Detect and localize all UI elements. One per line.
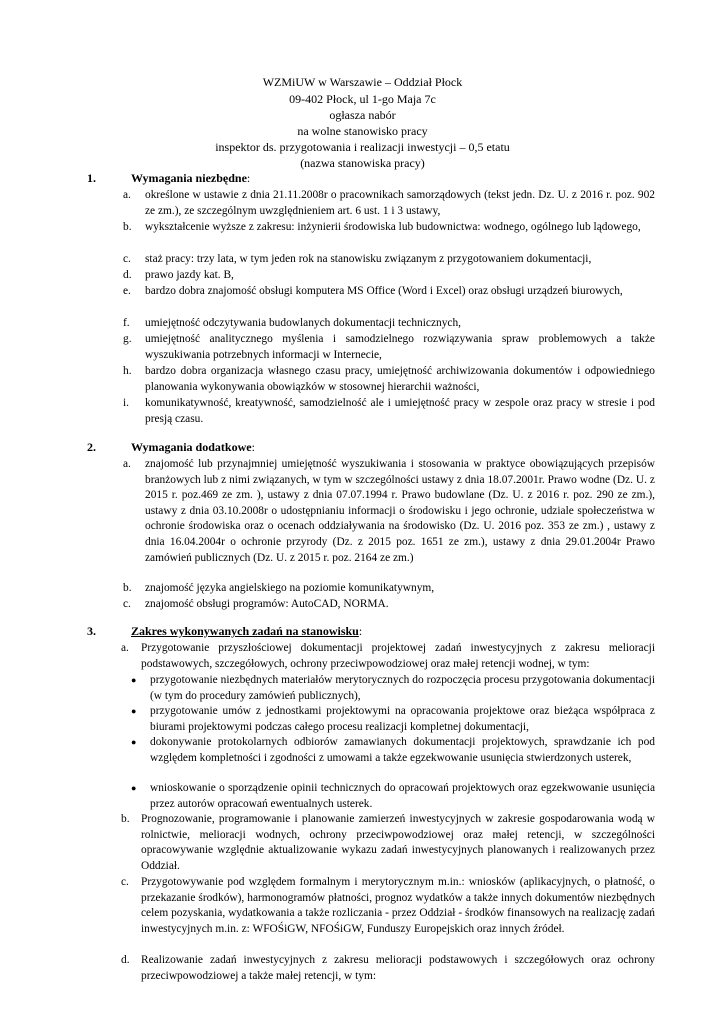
item-text: staż pracy: trzy lata, w tym jeden rok na stanowisku związanym z przygotowaniem dokumentacji, (145, 253, 592, 265)
bullet-item (131, 735, 655, 766)
item-label: h. (123, 365, 132, 377)
list-item (123, 457, 655, 566)
item-text: Przygotowanie przyszłościowej dokumentacji projektowej zadań inwestycyjnych z zakresu melioracji podstawowych, szczegółowych, ochrony przeciwpowodziowej oraz małej retencji wodnej, w tym: (141, 642, 655, 670)
section-title-suffix: : (251, 440, 255, 454)
section-number: 2. (87, 440, 96, 454)
item-label: c. (123, 598, 131, 610)
section-1-heading (87, 171, 251, 186)
bullet-icon: ● (131, 675, 137, 685)
bullet-text: przygotowanie umów z jednostkami projektowymi na opracowania projektowe oraz bieżąca współpraca z biurami projektowymi podczas całego procesu realizacji kompletnej dokumentacji, (150, 705, 655, 733)
section-number: 3. (87, 624, 96, 638)
item-label: g. (123, 333, 132, 345)
item-text: komunikatywność, kreatywność, samodzielność ale i umiejętność pracy w zespole oraz pracy w stresie i pod presją czasu. (145, 397, 655, 425)
item-label: a. (123, 189, 131, 201)
item-text: znajomość lub przynajmniej umiejętność wyszukiwania i stosowania w praktyce obowiązujących przepisów branżowych lub z nimi związanych, w tym w szczególności ustawy z dnia 18.07.2001r. Prawo wodne (Dz. U. z 2015 r. poz.469 ze zm. ), ustawy z dnia 07.07.1994 r. Prawo budowlane (Dz. U. z 2016 r. poz. 290 ze zm.), ustawy z dnia 03.10.2008r o udostępnianiu informacji o środowisku i jego ochronie, udziale społeczeństwa w ochronie środowiska oraz o ocenach oddziaływania na środowisko (Dz. U. 2016 poz. 353 ze zm.) , ustawy z dnia 16.04.2004r o ochronie przyrody (Dz. z 2015 poz. 1651 ze zm.), ustawy z dnia 29.01.2004r Prawo zamówień publicznych (Dz. U. z 2015 r. poz. 2164 ze zm.) (145, 458, 655, 564)
section-number: 1. (87, 171, 96, 185)
header-address: 09-402 Płock, ul 1-go Maja 7c (289, 92, 436, 106)
bullet-icon: ● (131, 706, 137, 716)
item-text: Przygotowywanie pod względem formalnym i merytorycznym m.in.: wniosków (aplikacyjnych, o płatność, o przekazanie środków), harmonogramów płatności, prognoz wydatków a także innych dokumentów niezbędnych celem pozyskania, wydatkowania a także rozliczania - przez Oddział - środków finansowych na realizację zadań inwestycyjnych m.in. z: WFOŚiGW, NFOŚiGW, Funduszy Europejskich oraz innych źródeł. (141, 876, 655, 935)
item-label: f. (123, 317, 130, 329)
item-label: b. (123, 582, 132, 594)
header-vacancy: na wolne stanowisko pracy (297, 124, 428, 138)
list-item (123, 332, 655, 363)
bullet-item (131, 781, 655, 812)
bullet-text: wnioskowanie o sporządzenie opinii technicznych do opracowań projektowych oraz egzekwowanie usunięcia przez autorów opracowań ewentualnych usterek. (150, 782, 655, 810)
item-label: b. (121, 813, 130, 825)
item-text: wykształcenie wyższe z zakresu: inżynierii środowiska lub budownictwa: wodnego, ogólnego lub lądowego, (145, 221, 641, 233)
list-item (121, 812, 655, 874)
list-item (121, 641, 655, 672)
section-title-suffix: : (246, 171, 251, 185)
list-item (123, 364, 655, 395)
item-label: a. (123, 458, 131, 470)
item-text: prawo jazdy kat. B, (145, 269, 234, 281)
item-text: Prognozowanie, programowanie i planowanie zamierzeń inwestycyjnych w zakresie gospodarowania wodą w rolnictwie, melioracji wodnych, ochrony przeciwpowodziowej oraz małej retencji, w szczególności opracowywanie względnie aktualizowanie wykazu zadań inwestycyjnych planowanych i realizowanych przez Oddział. (141, 813, 655, 872)
item-label: c. (121, 876, 129, 888)
bullet-text: dokonywanie protokolarnych odbiorów zamawianych dokumentacji projektowych, sprawdzanie ich pod względem kompletności i zgodności z umowami a także egzekwowanie usunięcia stwierdzonych usterek, (150, 736, 655, 764)
item-text: Realizowanie zadań inwestycyjnych z zakresu melioracji podstawowych i szczegółowych oraz ochrony przeciwpowodziowej a także małej retencji, w tym: (141, 954, 655, 982)
item-label: d. (121, 954, 130, 966)
header-announces: ogłasza nabór (329, 108, 396, 122)
section-3-heading (87, 624, 363, 639)
section-title: Zakres wykonywanych zadań na stanowisku (131, 624, 359, 638)
job-title-caption: (nazwa stanowiska pracy) (300, 156, 425, 170)
item-text: znajomość języka angielskiego na poziomie komunikatywnym, (145, 582, 435, 594)
item-text: bardzo dobra organizacja własnego czasu pracy, umiejętność archiwizowania dokumentów i odpowiedniego planowania wykonywania obowiązków w stosownej hierarchii ważności, (145, 365, 655, 393)
item-text: znajomość obsługi programów: AutoCAD, NORMA. (145, 598, 389, 610)
section-title: Wymagania niezbędne (131, 171, 247, 185)
job-title: inspektor ds. przygotowania i realizacji inwestycji – 0,5 etatu (215, 140, 510, 154)
list-item (123, 581, 655, 597)
bullet-item (131, 673, 655, 704)
section-title-suffix: : (358, 624, 363, 638)
list-item (121, 875, 655, 937)
list-item (123, 268, 655, 284)
bullet-text: przygotowanie niezbędnych materiałów merytorycznych do rozpoczęcia procesu przygotowania dokumentacji (w tym do procedury zamówień publicznych), (150, 674, 655, 702)
list-item (123, 597, 655, 613)
item-label: d. (123, 269, 132, 281)
item-text: bardzo dobra znajomość obsługi komputera MS Office (Word i Excel) oraz obsługi urządzeń biurowych, (145, 285, 623, 297)
list-item (123, 396, 655, 427)
list-item (123, 252, 655, 268)
item-label: c. (123, 253, 131, 265)
list-item (123, 220, 655, 236)
item-label: i. (123, 397, 130, 409)
item-label: a. (121, 642, 129, 654)
header-org-name: WZMiUW w Warszawie – Oddział Płock (262, 75, 463, 89)
item-label: b. (123, 221, 132, 233)
bullet-icon: ● (131, 783, 137, 793)
item-label: e. (123, 285, 131, 297)
bullet-item (131, 704, 655, 735)
list-item (121, 953, 655, 984)
list-item (123, 284, 655, 300)
item-text: określone w ustawie z dnia 21.11.2008r o pracownikach samorządowych (tekst jedn. Dz. U. z 2016 r. poz. 902 ze zm.), ze szczególnym uwzględnieniem art. 6 ust. 1 i 3 ustawy, (145, 189, 655, 217)
item-text: umiejętność analitycznego myślenia i samodzielnego rozwiązywania spraw problemowych a także wyszukiwania potrzebnych informacji w Internecie, (145, 333, 655, 361)
section-2-heading (87, 440, 255, 455)
list-item (123, 316, 655, 332)
list-item (123, 188, 655, 219)
section-title: Wymagania dodatkowe (131, 440, 252, 454)
bullet-icon: ● (131, 737, 137, 747)
item-text: umiejętność odczytywania budowlanych dokumentacji technicznych, (145, 317, 461, 329)
